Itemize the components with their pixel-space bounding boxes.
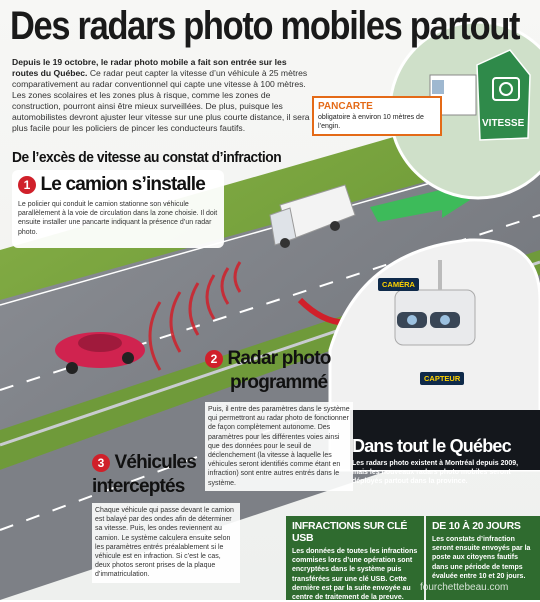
section-title: De l’excès de vitesse au constat d’infraction [12,149,282,166]
infractions-box [286,516,424,600]
step-3-title-line1: Véhicules [114,452,196,473]
quebec-title: Dans tout le Québec [352,436,511,456]
quebec-text: Les radars photo existent à Montréal depuis 2009, mais les nouveaux radars photo mobiles seront déployés partout dans la province. [352,460,519,485]
step-1 [12,170,224,248]
page-title: Des radars photo mobiles partout [10,4,520,48]
step-1-number: 1 [18,176,36,194]
step-3-header [92,452,196,474]
step-3-title-line2: interceptés [92,476,185,497]
infractions-text: Les données de toutes les infractions commises lors d’une opération sont encryptées dans le système puis transférées sur une clé USB. Cette dernière est par la suite envoyée au centre de traitement de la preuve. [292,548,418,602]
sign-text: VITESSE [482,118,525,129]
step-2-body: Puis, il entre des paramètres dans le système qui permettront au radar photo de fonctionner de façon complètement autonome. Des paramètres pour les différentes voies ainsi que des données pour le seuil de déclenchement (la vitesse à laquelle les véhicules seront identifiés comme étant en infraction) sont entre autres entrés dans le système. [205,402,353,491]
step-3-body: Chaque véhicule qui passe devant le camion est balayé par des ondes afin de déterminer sa vitesse. Puis, les ondes reviennent au camion. Le système calculera ensuite selon les paramètres entrés préalablement si le véhicule est en infraction. Si c’est le cas, deux photos seront prises de la plaque d’immatriculation. [92,503,240,583]
step-2-title-line1: Radar photo [227,348,331,369]
camera-label: CAMÉRA [378,278,419,291]
quebec-box [352,436,530,486]
lead-paragraph [12,57,312,134]
step-1-title: Le camion s’installe [40,174,206,195]
pancarte-title: PANCARTE [318,101,373,112]
step-1-body: Le policier qui conduit le camion stationne son véhicule parallèlement à la voie de circulation dans la zone choisie. Il doit ensuite installer une pancarte indiquant la présence d’un radar photo. [18,201,218,236]
step-3-number: 3 [92,454,110,472]
step-2-number: 2 [205,350,223,368]
step-2-title-line2: programmé [230,372,328,393]
capteur-label: CAPTEUR [420,372,464,385]
lead-bold: Depuis le 19 octobre, le radar photo mobile a fait son entrée sur les routes du Québec. [12,57,287,78]
step-2-header [205,348,331,370]
pancarte-text: obligatoire à environ 10 mètres de l’engin. [318,114,424,130]
pancarte-callout [312,96,442,136]
delai-title: DE 10 À 20 JOURS [432,520,521,532]
infractions-title: INFRACTIONS SUR CLÉ USB [292,520,408,544]
watermark: fourchettebeau.com [420,582,509,593]
lead-text: Ce radar peut capter la vitesse d’un véhicule à 25 mètres comparativement au radar conventionnel qui capte une vitesse à 100 mètres. Les zones scolaires et les zones plus à risque, comme les zones de construction, pourront ainsi être mieux surveillées. De plus, puisque les automobilistes devront ajuster leur vitesse sur une plus courte distance, il sera plus facile pour les policiers de pincer les conducteurs fautifs. [12,68,310,133]
delai-text: Les constats d’infraction seront ensuite envoyés par la poste aux citoyens fautifs dans une période de temps évaluée entre 10 et 20 jours. [432,536,531,580]
